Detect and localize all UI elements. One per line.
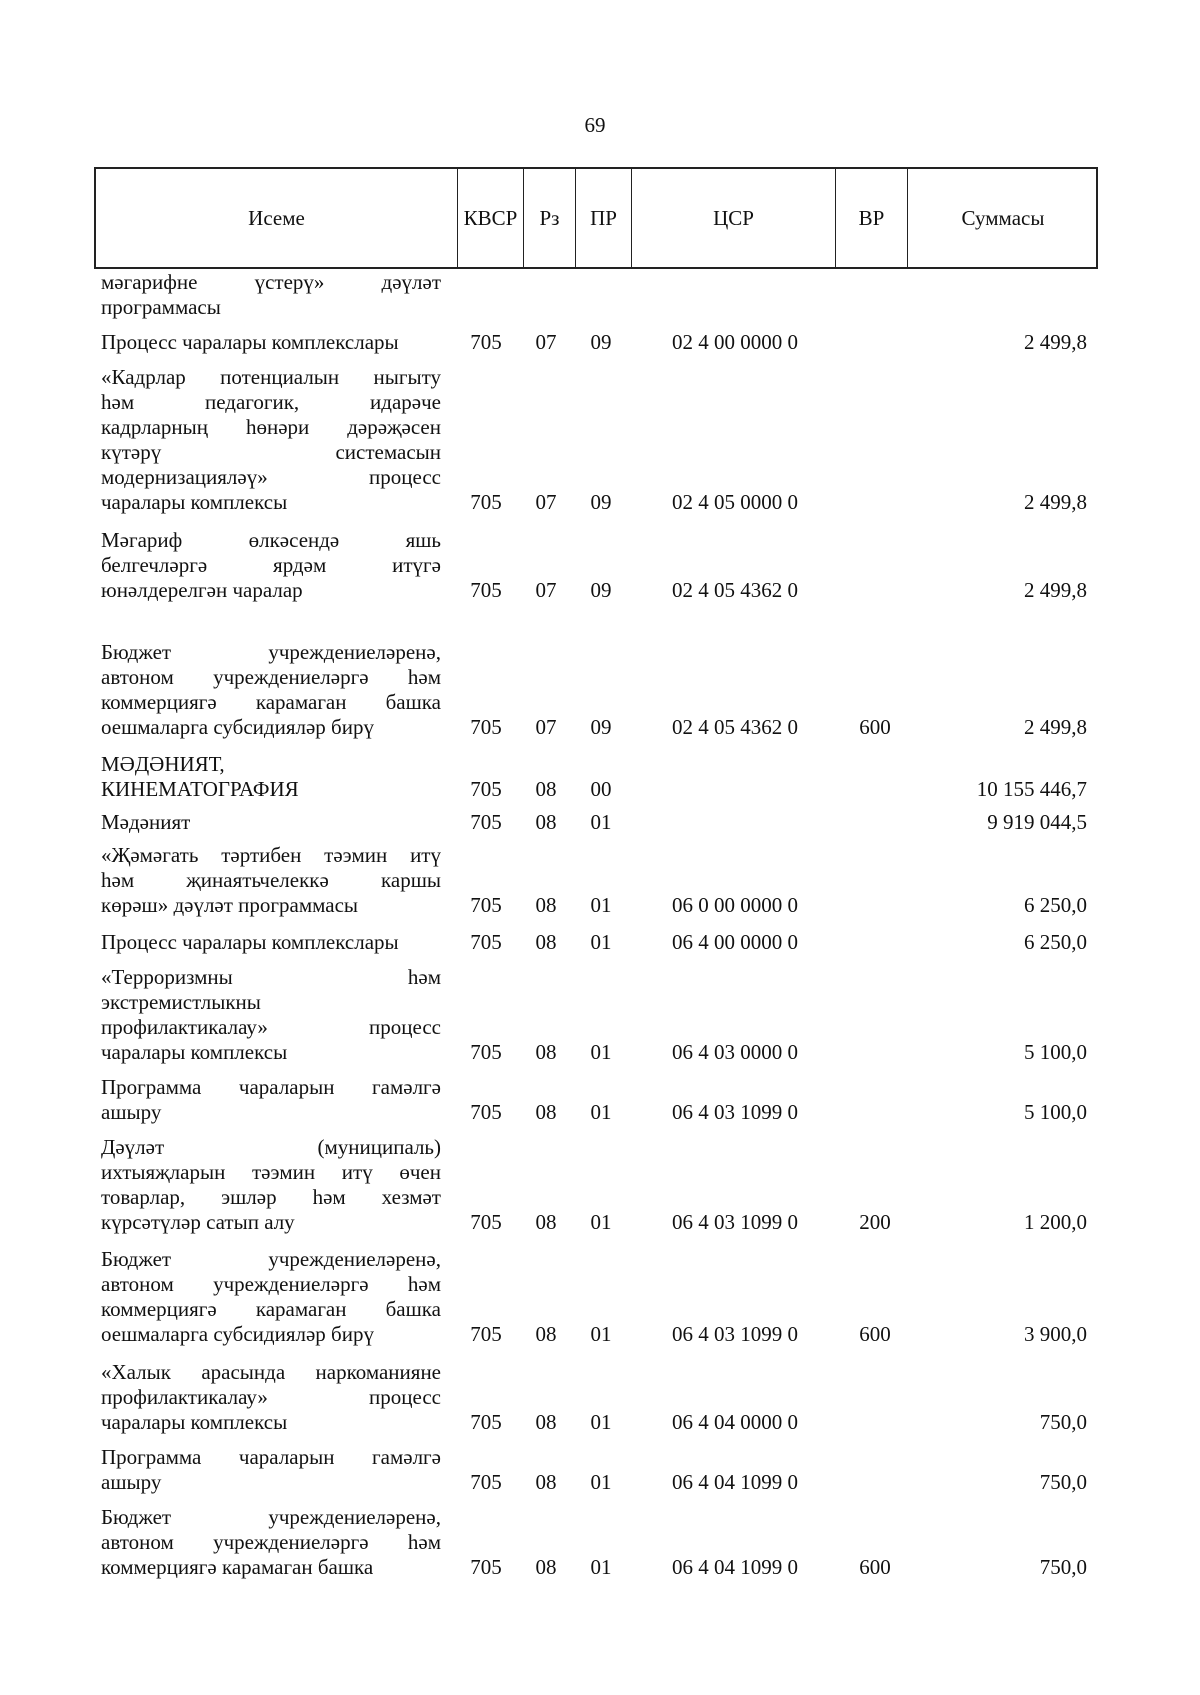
cell-kvsr: 705 bbox=[470, 893, 502, 917]
row-name-line: чаралары комплексы bbox=[101, 490, 288, 514]
row-name-line: күрсәтүләр сатып алу bbox=[101, 1210, 295, 1234]
row-name-line: көрәш» дәүләт программасы bbox=[101, 893, 359, 917]
row-name bbox=[101, 365, 441, 515]
cell-pr: 01 bbox=[590, 1210, 612, 1234]
row-name bbox=[101, 1445, 441, 1495]
row-name-line: мәгарифне үстерү» дәүләт bbox=[101, 270, 441, 294]
row-name-line: оешмаларга субсидияләр бирү bbox=[101, 715, 374, 739]
row-name bbox=[101, 1247, 441, 1347]
cell-sum: 5 100,0 bbox=[1024, 1040, 1087, 1064]
row-name bbox=[101, 843, 441, 918]
row-name bbox=[101, 930, 441, 955]
row-name-line: КИНЕМАТОГРАФИЯ bbox=[101, 777, 299, 801]
cell-kvsr: 705 bbox=[470, 1100, 502, 1124]
cell-sum: 3 900,0 bbox=[1024, 1322, 1087, 1346]
cell-sum: 10 155 446,7 bbox=[976, 777, 1087, 801]
table-header bbox=[94, 167, 1098, 269]
row-name bbox=[101, 1075, 441, 1125]
row-name-line: «Җәмәгать тәртибен тәэмин итү bbox=[101, 843, 441, 867]
row-name-line: программасы bbox=[101, 295, 221, 319]
row-name-line: һәм педагогик, идарәче bbox=[101, 390, 441, 414]
cell-pr: 01 bbox=[590, 893, 612, 917]
cell-vr: 600 bbox=[859, 1322, 891, 1346]
cell-rz: 08 bbox=[535, 893, 557, 917]
row-name-line: чаралары комплексы bbox=[101, 1040, 288, 1064]
row-name bbox=[101, 752, 441, 802]
cell-vr: 600 bbox=[859, 715, 891, 739]
row-name bbox=[101, 810, 441, 835]
cell-kvsr: 705 bbox=[470, 1040, 502, 1064]
cell-kvsr: 705 bbox=[470, 930, 502, 954]
cell-csr: 02 4 00 0000 0 bbox=[672, 330, 798, 354]
cell-csr: 06 4 03 0000 0 bbox=[672, 1040, 798, 1064]
row-name-line: ашыру bbox=[101, 1100, 162, 1124]
cell-csr: 02 4 05 4362 0 bbox=[672, 715, 798, 739]
cell-csr: 06 4 04 1099 0 bbox=[672, 1555, 798, 1579]
column-header-pr: ПР bbox=[576, 169, 632, 267]
row-name bbox=[101, 640, 441, 740]
cell-pr: 01 bbox=[590, 810, 612, 834]
row-name bbox=[101, 965, 441, 1065]
row-name-line: юнәлдерелгән чаралар bbox=[101, 578, 303, 602]
cell-pr: 01 bbox=[590, 1470, 612, 1494]
cell-kvsr: 705 bbox=[470, 330, 502, 354]
row-name-line: белгечләргә ярдәм итүгә bbox=[101, 553, 441, 577]
row-name-line: автоном учреждениеләргә һәм bbox=[101, 1530, 441, 1554]
cell-pr: 09 bbox=[590, 715, 612, 739]
cell-kvsr: 705 bbox=[470, 578, 502, 602]
cell-rz: 08 bbox=[535, 1410, 557, 1434]
cell-sum: 1 200,0 bbox=[1024, 1210, 1087, 1234]
cell-pr: 00 bbox=[590, 777, 612, 801]
row-name-line: күтәрү системасын bbox=[101, 440, 441, 464]
cell-pr: 01 bbox=[590, 1555, 612, 1579]
cell-kvsr: 705 bbox=[470, 1410, 502, 1434]
row-name-line: Программа чараларын гамәлгә bbox=[101, 1075, 441, 1099]
row-name-line: Программа чараларын гамәлгә bbox=[101, 1445, 441, 1469]
cell-kvsr: 705 bbox=[470, 490, 502, 514]
cell-sum: 750,0 bbox=[1039, 1410, 1087, 1434]
cell-rz: 07 bbox=[535, 578, 557, 602]
cell-sum: 6 250,0 bbox=[1024, 893, 1087, 917]
cell-sum: 6 250,0 bbox=[1024, 930, 1087, 954]
column-header-vr: ВР bbox=[836, 169, 908, 267]
cell-pr: 01 bbox=[590, 1040, 612, 1064]
page-number: 69 bbox=[584, 113, 606, 137]
cell-kvsr: 705 bbox=[470, 1555, 502, 1579]
row-name-line: Мәдәният bbox=[101, 810, 191, 834]
row-name-line: коммерциягә карамаган башка bbox=[101, 690, 441, 714]
row-name bbox=[101, 330, 441, 355]
cell-pr: 09 bbox=[590, 330, 612, 354]
column-header-name: Исеме bbox=[96, 169, 458, 267]
cell-rz: 08 bbox=[535, 1040, 557, 1064]
row-name bbox=[101, 1505, 441, 1580]
cell-csr: 06 4 03 1099 0 bbox=[672, 1210, 798, 1234]
cell-pr: 01 bbox=[590, 930, 612, 954]
row-name-line: МӘДӘНИЯТ, bbox=[101, 752, 225, 776]
row-name-line: ашыру bbox=[101, 1470, 162, 1494]
row-name-line: Бюджет учреждениеләренә, bbox=[101, 640, 441, 664]
cell-sum: 2 499,8 bbox=[1024, 330, 1087, 354]
cell-vr: 200 bbox=[859, 1210, 891, 1234]
cell-rz: 08 bbox=[535, 1470, 557, 1494]
cell-sum: 2 499,8 bbox=[1024, 490, 1087, 514]
cell-rz: 08 bbox=[535, 930, 557, 954]
column-header-kvsr: КВСР bbox=[458, 169, 524, 267]
row-name-line: экстремистлыкны bbox=[101, 990, 261, 1014]
row-name-line: «Халык арасында наркоманияне bbox=[101, 1360, 441, 1384]
cell-csr: 06 4 00 0000 0 bbox=[672, 930, 798, 954]
row-name-line: автоном учреждениеләргә һәм bbox=[101, 665, 441, 689]
cell-csr: 06 0 00 0000 0 bbox=[672, 893, 798, 917]
cell-rz: 08 bbox=[535, 1322, 557, 1346]
cell-rz: 07 bbox=[535, 715, 557, 739]
row-name-line: коммерциягә карамаган башка bbox=[101, 1555, 374, 1579]
column-header-sum: Суммасы bbox=[961, 205, 1045, 230]
cell-kvsr: 705 bbox=[470, 1470, 502, 1494]
row-name bbox=[101, 270, 441, 320]
row-name-line: коммерциягә карамаган башка bbox=[101, 1297, 441, 1321]
row-name-line: чаралары комплексы bbox=[101, 1410, 288, 1434]
row-name-line: Процесс чаралары комплекслары bbox=[101, 330, 399, 354]
cell-kvsr: 705 bbox=[470, 1322, 502, 1346]
cell-pr: 01 bbox=[590, 1410, 612, 1434]
row-name-line: Бюджет учреждениеләренә, bbox=[101, 1247, 441, 1271]
cell-csr: 06 4 03 1099 0 bbox=[672, 1100, 798, 1124]
cell-rz: 08 bbox=[535, 810, 557, 834]
column-header-csr: ЦСР bbox=[632, 169, 836, 267]
cell-kvsr: 705 bbox=[470, 1210, 502, 1234]
row-name-line: оешмаларга субсидияләр бирү bbox=[101, 1322, 374, 1346]
cell-sum: 2 499,8 bbox=[1024, 578, 1087, 602]
row-name-line: автоном учреждениеләргә һәм bbox=[101, 1272, 441, 1296]
row-name-line: һәм җинаятьчелеккә каршы bbox=[101, 868, 441, 892]
row-name-line: товарлар, эшләр һәм хезмәт bbox=[101, 1185, 441, 1209]
cell-sum: 5 100,0 bbox=[1024, 1100, 1087, 1124]
cell-csr: 02 4 05 0000 0 bbox=[672, 490, 798, 514]
cell-sum: 9 919 044,5 bbox=[987, 810, 1087, 834]
cell-sum: 750,0 bbox=[1039, 1555, 1087, 1579]
cell-csr: 06 4 04 0000 0 bbox=[672, 1410, 798, 1434]
cell-kvsr: 705 bbox=[470, 777, 502, 801]
cell-csr: 02 4 05 4362 0 bbox=[672, 578, 798, 602]
cell-csr: 06 4 04 1099 0 bbox=[672, 1470, 798, 1494]
cell-kvsr: 705 bbox=[470, 810, 502, 834]
row-name bbox=[101, 1135, 441, 1235]
row-name-line: «Кадрлар потенциалын ныгыту bbox=[101, 365, 441, 389]
row-name-line: кадрларның һөнәри дәрәҗәсен bbox=[101, 415, 441, 439]
column-header-rz: Рз bbox=[524, 169, 576, 267]
cell-sum: 750,0 bbox=[1039, 1470, 1087, 1494]
cell-pr: 01 bbox=[590, 1100, 612, 1124]
cell-pr: 09 bbox=[590, 578, 612, 602]
cell-pr: 09 bbox=[590, 490, 612, 514]
cell-vr: 600 bbox=[859, 1555, 891, 1579]
row-name-line: модернизацияләү» процесс bbox=[101, 465, 441, 489]
row-name bbox=[101, 528, 441, 603]
cell-pr: 01 bbox=[590, 1322, 612, 1346]
cell-rz: 08 bbox=[535, 1555, 557, 1579]
row-name-line: Мәгариф өлкәсендә яшь bbox=[101, 528, 441, 552]
cell-rz: 08 bbox=[535, 777, 557, 801]
row-name bbox=[101, 1360, 441, 1435]
row-name-line: ихтыяҗларын тәэмин итү өчен bbox=[101, 1160, 441, 1184]
cell-rz: 08 bbox=[535, 1210, 557, 1234]
cell-csr: 06 4 03 1099 0 bbox=[672, 1322, 798, 1346]
cell-sum: 2 499,8 bbox=[1024, 715, 1087, 739]
row-name-line: профилактикалау» процесс bbox=[101, 1015, 441, 1039]
row-name-line: Бюджет учреждениеләренә, bbox=[101, 1505, 441, 1529]
row-name-line: Дәүләт (муниципаль) bbox=[101, 1135, 441, 1159]
row-name-line: профилактикалау» процесс bbox=[101, 1385, 441, 1409]
row-name-line: «Терроризмны һәм bbox=[101, 965, 441, 989]
cell-rz: 07 bbox=[535, 490, 557, 514]
cell-kvsr: 705 bbox=[470, 715, 502, 739]
row-name-line: Процесс чаралары комплекслары bbox=[101, 930, 399, 954]
cell-rz: 07 bbox=[535, 330, 557, 354]
cell-rz: 08 bbox=[535, 1100, 557, 1124]
